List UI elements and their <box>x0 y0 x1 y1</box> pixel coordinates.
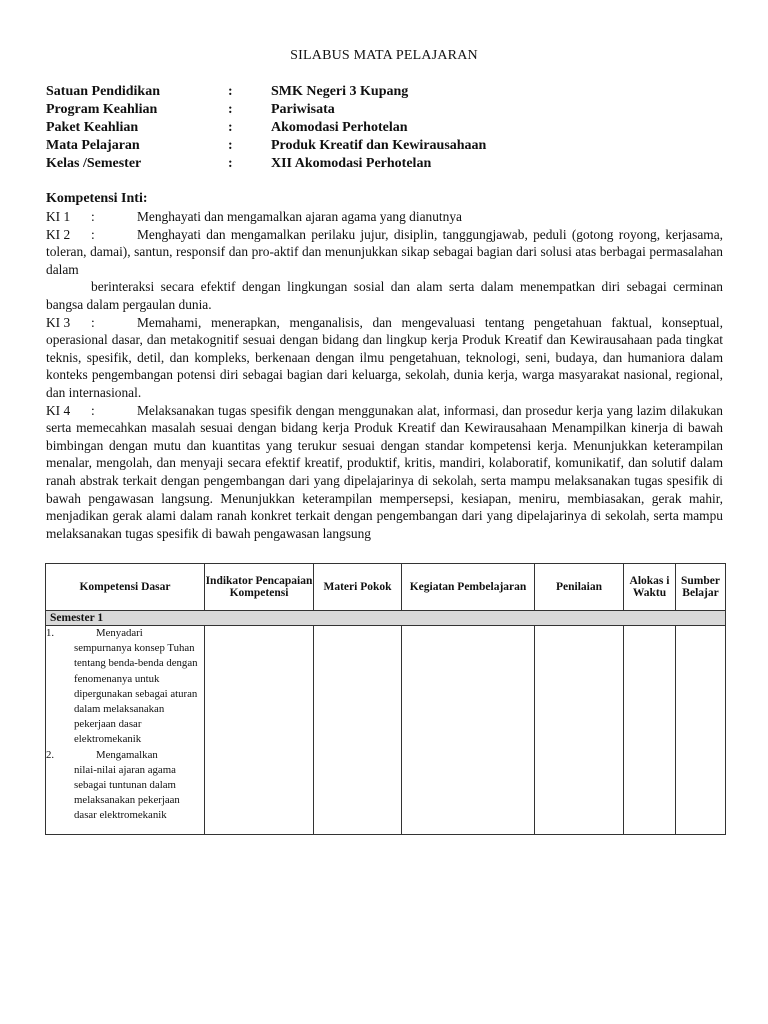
identity-value: Produk Kreatif dan Kewirausahaan <box>271 138 487 153</box>
header-alokasi-waktu: Alokas i Waktu <box>624 564 676 611</box>
ki-4 <box>46 402 723 543</box>
identity-block <box>46 83 726 173</box>
identity-row-paket-keahlian <box>46 119 726 137</box>
identity-row-mata-pelajaran <box>46 137 726 155</box>
ki-2 <box>46 226 723 279</box>
ki-1 <box>46 208 723 226</box>
ki-text: Menghayati dan mengamalkan ajaran agama yang dianutnya <box>137 209 462 224</box>
materi-pokok-cell <box>314 626 402 835</box>
kompetensi-dasar-cell <box>46 626 205 835</box>
ki-text: Menghayati dan mengamalkan perilaku jujur, disiplin, tanggungjawab, peduli (gotong royong, kerjasama, toleran, damai), santun, responsif dan pro-aktif dan menunjukkan sikap sebagai bagian dari solusi atas berbagai permasalahan dalam <box>46 226 723 277</box>
list-item <box>46 748 204 824</box>
identity-colon: : <box>228 138 233 153</box>
identity-label: Kelas /Semester <box>46 156 142 171</box>
identity-value: XII Akomodasi Perhotelan <box>271 156 432 171</box>
identity-value: Akomodasi Perhotelan <box>271 120 408 135</box>
identity-row-satuan-pendidikan <box>46 83 726 101</box>
identity-value: SMK Negeri 3 Kupang <box>271 84 409 99</box>
kd-lead: Menyadari <box>96 627 143 639</box>
identity-value: Pariwisata <box>271 102 335 117</box>
kd-rest: sempurnanya konsep Tuhan tentang benda-benda dengan fenomenanya untuk dipergunakan sebagai aturan dalam melaksanakan pekerjaan dasar elektromekanik <box>74 642 198 746</box>
ki-separator: : <box>91 226 95 242</box>
ki-code: KI 4 <box>46 402 71 418</box>
ki-text: Memahami, menerapkan, menganalisis, dan mengevaluasi tentang pengetahuan faktual, konseptual, operasional dasar, dan metakognitif sesuai dengan bidang dan lingkup kerja Produk Kreatif dan Kewirausahaan pada tingkat teknis, spesifik, detil, dan kompleks, berkenaan dengan ilmu pengetahuan, teknologi, seni, budaya, dan humaniora dalam konteks pengembangan potensi diri sebagai bagian dari keluarga, sekolah, dunia kerja, warga masyarakat nasional, regional, dan internasional. <box>46 314 723 400</box>
header-indikator: Indikator Pencapaian Kompetensi <box>205 564 314 611</box>
ki-text: Melaksanakan tugas spesifik dengan menggunakan alat, informasi, dan prosedur kerja yang lazim dilakukan serta memecahkan masalah sesuai dengan bidang kerja Produk Kreatif dan Kewirausahaan Menampilkan kinerja di bawah bimbingan dengan mutu dan kuantitas yang terukur sesuai dengan standar kompetensi kerja. Menunjukkan keterampilan menalar, mengolah, dan menyaji secara efektif kreatif, produktif, kritis, mandiri, kolaboratif, komunikatif, dan solutif dalam ranah abstrak terkait dengan pengembangan dari yang dipelajarinya di sekolah, serta mampu melaksanakan tugas spesifik di bawah pengawasan langsung. Menunjukkan keterampilan mempersepsi, kesiapan, meniru, membiasakan, gerak mahir, menjadikan gerak alami dalam ranah konkret terkait dengan pengembangan dari yang dipelajarinya di sekolah, serta mampu melaksanakan tugas spesifik di bawah pengawasan langsung <box>46 402 723 541</box>
identity-label: Paket Keahlian <box>46 120 139 135</box>
list-item <box>46 626 204 748</box>
header-kompetensi-dasar: Kompetensi Dasar <box>46 564 205 611</box>
header-penilaian: Penilaian <box>535 564 624 611</box>
kd-rest: nilai-nilai ajaran agama sebagai tuntunan dalam melaksanakan pekerjaan dasar elektromekanik <box>74 763 180 822</box>
kd-number: 1. <box>46 627 55 639</box>
identity-row-kelas-semester <box>46 155 726 173</box>
ki-code: KI 3 <box>46 314 71 330</box>
header-kegiatan-pembelajaran: Kegiatan Pembelajaran <box>402 564 535 611</box>
kd-text <box>74 748 204 824</box>
syllabus-table <box>45 563 726 835</box>
identity-label: Program Keahlian <box>46 102 158 117</box>
ki-code: KI 1 <box>46 209 71 224</box>
sumber-belajar-cell <box>676 626 726 835</box>
ki-2-continuation <box>46 278 723 313</box>
indikator-cell <box>205 626 314 835</box>
kompetensi-inti-list <box>46 208 723 542</box>
table-row <box>46 626 726 835</box>
ki-text: berinteraksi secara efektif dengan lingkungan sosial dan alam serta dalam menempatkan diri sebagai cerminan bangsa dalam pergaulan dunia. <box>46 279 723 312</box>
identity-colon: : <box>228 102 233 117</box>
penilaian-cell <box>535 626 624 835</box>
ki-separator: : <box>91 402 95 418</box>
identity-colon: : <box>228 156 233 171</box>
identity-colon: : <box>228 84 233 99</box>
identity-row-program-keahlian <box>46 101 726 119</box>
kd-number: 2. <box>46 748 55 761</box>
kd-lead: Mengamalkan <box>96 748 158 761</box>
table-header-row <box>46 564 726 611</box>
ki-code: KI 2 <box>46 226 71 242</box>
kompetensi-inti-heading: Kompetensi Inti: <box>46 191 148 206</box>
alokasi-waktu-cell <box>624 626 676 835</box>
kegiatan-pembelajaran-cell <box>402 626 535 835</box>
document-title: SILABUS MATA PELAJARAN <box>290 48 478 63</box>
identity-colon: : <box>228 120 233 135</box>
header-sumber-belajar: Sumber Belajar <box>676 564 726 611</box>
semester-label: Semester 1 <box>46 611 726 626</box>
semester-row <box>46 611 726 626</box>
ki-separator: : <box>91 209 95 224</box>
kd-text <box>74 626 204 748</box>
identity-label: Mata Pelajaran <box>46 138 140 153</box>
header-materi-pokok: Materi Pokok <box>314 564 402 611</box>
ki-3 <box>46 314 723 402</box>
identity-label: Satuan Pendidikan <box>46 84 160 99</box>
ki-separator: : <box>91 314 95 330</box>
